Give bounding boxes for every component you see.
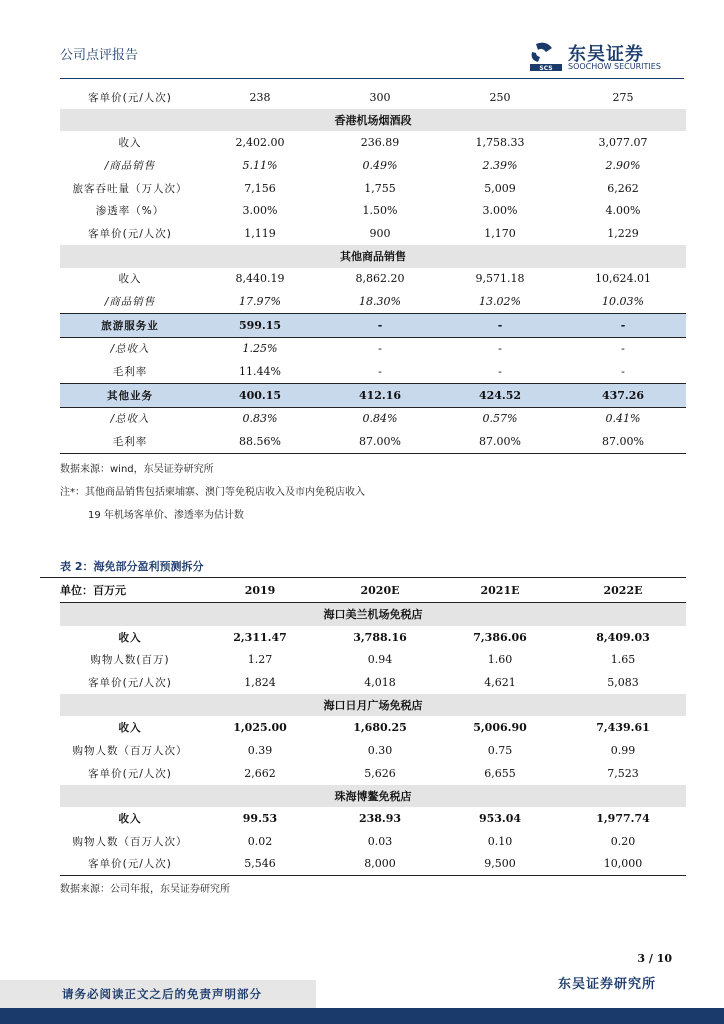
cell-value: 1,977.74 <box>596 812 650 826</box>
section-title: 珠海博鳌免税店 <box>60 785 686 808</box>
cell-value: 0.75 <box>487 743 513 757</box>
section-row <box>60 245 686 268</box>
table-row <box>60 86 686 109</box>
cell-value: 4.00% <box>605 204 641 218</box>
cell-value: 1,755 <box>364 181 396 195</box>
cell-value: 18.30% <box>359 295 401 309</box>
cell-value: 0.02 <box>247 834 273 848</box>
table-row <box>60 337 686 360</box>
section-title: 香港机场烟酒段 <box>60 109 686 132</box>
footer-institute: 东吴证券研究所 <box>557 977 656 992</box>
cell-value: 87.00% <box>602 435 644 449</box>
svg-text:SCS: SCS <box>539 65 553 72</box>
table-row <box>60 199 686 222</box>
cell-value: 0.94 <box>367 653 393 667</box>
cell-value: 0.39 <box>247 743 273 757</box>
cell-value: - <box>378 365 382 379</box>
row-label: 渗透率（%） <box>95 205 165 218</box>
row-label: 客单价(元/人次) <box>88 91 172 104</box>
cell-value: 599.15 <box>200 313 320 337</box>
cell-value: 88.56% <box>239 435 281 449</box>
logo-english-name: SOOCHOW SECURITIES <box>568 62 661 71</box>
cell-value: - <box>498 342 502 356</box>
header-year: 2020E <box>320 578 440 603</box>
table-row <box>60 762 686 785</box>
cell-value: 412.16 <box>320 383 440 407</box>
logo-mark-icon <box>528 42 564 72</box>
table-row <box>60 360 686 383</box>
row-label: 毛利率 <box>112 366 148 379</box>
table-row <box>60 716 686 739</box>
header-year: 2022E <box>560 578 686 603</box>
table-row <box>60 648 686 671</box>
cell-value: 99.53 <box>242 812 278 826</box>
cell-value: 4,621 <box>484 675 516 689</box>
cell-value: 238.93 <box>358 812 402 826</box>
cell-value: 2.39% <box>482 158 518 172</box>
row-label: 毛利率 <box>112 436 148 449</box>
cell-value: 11.44% <box>239 365 281 379</box>
row-label: 客单价(元/人次) <box>88 858 172 871</box>
row-label: /总收入 <box>110 343 150 356</box>
cell-value: 1.27 <box>247 653 273 667</box>
row-label: 收入 <box>118 273 142 286</box>
cell-value: 1,229 <box>607 226 639 240</box>
table-row <box>60 830 686 853</box>
table-row <box>60 290 686 313</box>
section-title: 海口美兰机场免税店 <box>60 603 686 626</box>
cell-value: 6,262 <box>607 181 639 195</box>
cell-value: 1.65 <box>610 653 636 667</box>
cell-value: 1.60 <box>487 653 513 667</box>
forecast-table-1 <box>60 86 686 454</box>
cell-value: - <box>320 313 440 337</box>
cell-value: 0.57% <box>482 412 518 426</box>
table-row <box>60 407 686 430</box>
row-label: 旅客吞吐量（万人次） <box>72 182 188 195</box>
cell-value: 5,009 <box>484 181 516 195</box>
table-row <box>60 131 686 154</box>
cell-value: 0.10 <box>487 834 513 848</box>
cell-value: 3.00% <box>482 204 518 218</box>
forecast-table-2 <box>60 578 686 876</box>
row-label: 购物人数（百万人次） <box>72 835 188 848</box>
cell-value: 4,018 <box>364 675 396 689</box>
cell-value: - <box>560 313 686 337</box>
table1-note-2: 19 年机场客单价、渗透率为估计数 <box>88 510 244 521</box>
cell-value: 1,119 <box>244 226 276 240</box>
cell-value: 238 <box>249 90 271 104</box>
cell-value: 437.26 <box>560 383 686 407</box>
section-title: 海口日月广场免税店 <box>60 694 686 717</box>
row-label: 旅游服务业 <box>60 313 200 337</box>
cell-value: 1.50% <box>362 204 398 218</box>
cell-value: 87.00% <box>359 435 401 449</box>
cell-value: - <box>621 365 625 379</box>
section-row <box>60 694 686 717</box>
table-row <box>60 268 686 291</box>
row-label: 收入 <box>118 631 142 644</box>
row-label: /商品销售 <box>104 296 156 309</box>
cell-value: 2,402.00 <box>235 136 285 150</box>
report-type-label: 公司点评报告 <box>60 48 139 63</box>
cell-value: 3.00% <box>242 204 278 218</box>
cell-value: - <box>440 313 560 337</box>
cell-value: 0.20 <box>610 834 636 848</box>
header-divider <box>60 78 684 79</box>
table-row <box>60 313 686 337</box>
cell-value: 7,439.61 <box>596 721 650 735</box>
cell-value: 5.11% <box>242 158 278 172</box>
cell-value: 6,655 <box>484 766 516 780</box>
cell-value: 10,624.01 <box>595 272 651 286</box>
footer-band <box>0 1008 724 1024</box>
cell-value: 1,758.33 <box>475 136 525 150</box>
cell-value: 275 <box>612 90 634 104</box>
cell-value: 10,000 <box>603 857 643 871</box>
table-row <box>60 154 686 177</box>
cell-value: 0.30 <box>367 743 393 757</box>
cell-value: 0.99 <box>610 743 636 757</box>
cell-value: 2,311.47 <box>233 630 287 644</box>
cell-value: 17.97% <box>239 295 281 309</box>
table-row <box>60 626 686 649</box>
header-year: 2021E <box>440 578 560 603</box>
logo-chinese-name: 东吴证券 <box>568 44 644 65</box>
cell-value: 7,156 <box>244 181 276 195</box>
cell-value: 424.52 <box>440 383 560 407</box>
cell-value: - <box>498 365 502 379</box>
cell-value: 0.84% <box>362 412 398 426</box>
table-row <box>60 807 686 830</box>
cell-value: 5,083 <box>607 675 639 689</box>
cell-value: 0.41% <box>605 412 641 426</box>
table2-source: 数据来源：公司年报，东吴证券研究所 <box>60 884 230 895</box>
cell-value: 10.03% <box>602 295 644 309</box>
cell-value: 87.00% <box>479 435 521 449</box>
footer-disclaimer: 请务必阅读正文之后的免责声明部分 <box>0 980 316 1008</box>
row-label: 收入 <box>118 722 142 735</box>
cell-value: 2.90% <box>605 158 641 172</box>
cell-value: 1,680.25 <box>353 721 407 735</box>
section-row <box>60 603 686 626</box>
section-row <box>60 785 686 808</box>
cell-value: 7,386.06 <box>473 630 527 644</box>
row-label: 客单价(元/人次) <box>88 767 172 780</box>
cell-value: - <box>378 342 382 356</box>
cell-value: 900 <box>369 226 391 240</box>
table2-title: 表 2：海免部分盈利预测拆分 <box>60 560 204 573</box>
table1-note: 注*：其他商品销售包括柬埔寨、澳门等免税店收入及市内免税店收入 <box>60 487 365 498</box>
section-row <box>60 109 686 132</box>
cell-value: 3,788.16 <box>353 630 407 644</box>
table-row <box>60 222 686 245</box>
table-row <box>60 739 686 762</box>
page-number: 3 / 10 <box>637 952 672 965</box>
table-row <box>60 853 686 876</box>
cell-value: 5,546 <box>244 857 276 871</box>
section-title: 其他商品销售 <box>60 245 686 268</box>
cell-value: 3,077.07 <box>598 136 648 150</box>
cell-value: 0.03 <box>367 834 393 848</box>
table-row <box>60 177 686 200</box>
row-label: 客单价(元/人次) <box>88 676 172 689</box>
cell-value: 7,523 <box>607 766 639 780</box>
cell-value: 400.15 <box>200 383 320 407</box>
row-label: 收入 <box>118 813 142 826</box>
cell-value: 300 <box>369 90 391 104</box>
row-label: 客单价(元/人次) <box>88 227 172 240</box>
cell-value: 953.04 <box>478 812 522 826</box>
table-row <box>60 671 686 694</box>
row-label: 其他业务 <box>60 383 200 407</box>
row-label: /商品销售 <box>104 159 156 172</box>
cell-value: 1,025.00 <box>233 721 287 735</box>
cell-value: 1,170 <box>484 226 516 240</box>
table-row <box>60 383 686 407</box>
row-label: 购物人数（百万人次） <box>72 744 188 757</box>
cell-value: 0.83% <box>242 412 278 426</box>
cell-value: 5,006.90 <box>473 721 527 735</box>
company-logo <box>528 40 688 74</box>
cell-value: 1,824 <box>244 675 276 689</box>
cell-value: 5,626 <box>364 766 396 780</box>
cell-value: 13.02% <box>479 295 521 309</box>
cell-value: - <box>621 342 625 356</box>
table-row <box>60 430 686 453</box>
header-unit: 单位：百万元 <box>60 578 200 603</box>
cell-value: 9,571.18 <box>475 272 525 286</box>
cell-value: 8,862.20 <box>355 272 405 286</box>
cell-value: 236.89 <box>360 136 400 150</box>
cell-value: 2,662 <box>244 766 276 780</box>
cell-value: 8,000 <box>364 857 396 871</box>
table-header-row <box>60 578 686 603</box>
cell-value: 0.49% <box>362 158 398 172</box>
cell-value: 1.25% <box>242 342 278 356</box>
row-label: 购物人数(百万) <box>90 654 170 667</box>
table1-source: 数据来源：wind，东吴证券研究所 <box>60 464 214 475</box>
row-label: 收入 <box>118 137 142 150</box>
cell-value: 8,440.19 <box>235 272 285 286</box>
cell-value: 250 <box>489 90 511 104</box>
cell-value: 8,409.03 <box>596 630 650 644</box>
header-year: 2019 <box>200 578 320 603</box>
row-label: /总收入 <box>110 413 150 426</box>
cell-value: 9,500 <box>484 857 516 871</box>
